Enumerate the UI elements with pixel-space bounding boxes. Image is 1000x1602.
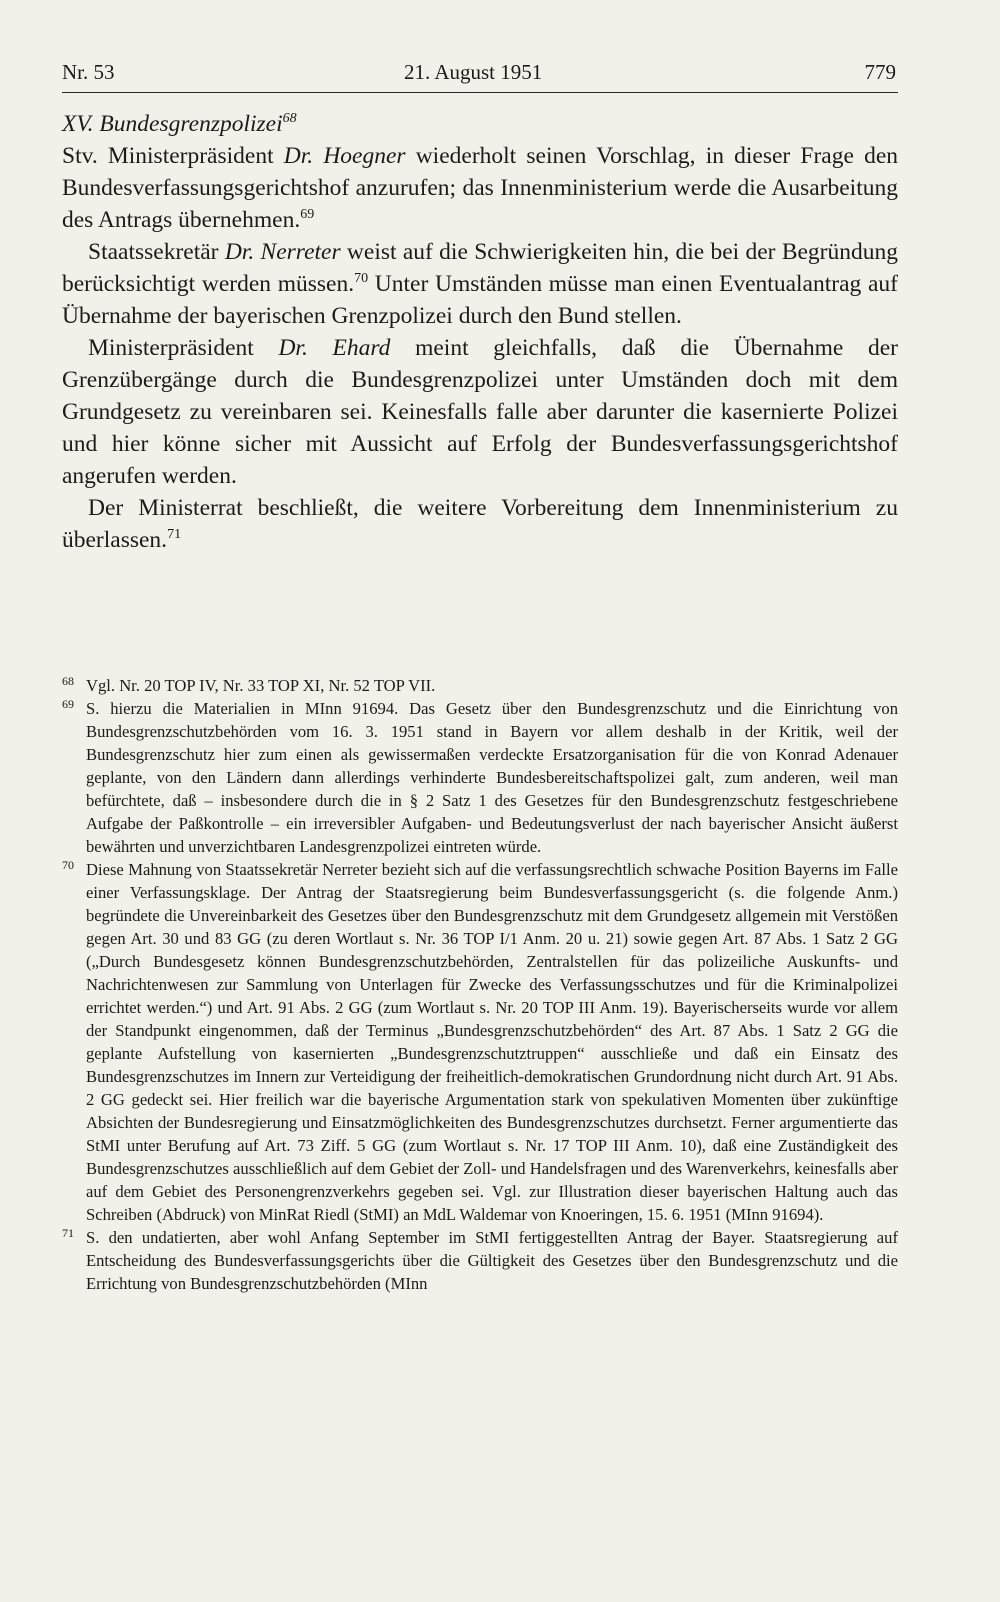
- footnote-number: 68: [62, 674, 74, 688]
- footnote: 69 S. hierzu die Materialien in MInn 91694. Das Gesetz über den Bundesgrenzschutz und die Einrichtung von Bundesgrenzschutzbehörden vom 16. 3. 1951 stand in Bayern vor allem deshalb in der Kritik, weil der Bundesgrenzschutz hier zum einen als gewissermaßen verdeckte Ersatzorganisation für die von Konrad Adenauer geplante, von den Ländern dann allerdings verhinderte Bundesbereitschaftspolizei galt, zum anderen, weil man befürchtete, daß – insbesondere durch die in § 2 Satz 1 des Gesetzes für den Bundesgrenzschutz festgeschriebene Aufgabe der Paßkontrolle – ein irreversibler Aufgaben- und Bedeutungsverlust der nach bayerischer Ansicht äußerst bewährten und unverzichtbaren Landesgrenzpolizei eintreten würde.: [62, 697, 898, 858]
- footnote-ref: 71: [167, 527, 182, 543]
- footnote: 71 S. den undatierten, aber wohl Anfang September im StMI fertiggestellten Antrag der Bayer. Staatsregierung auf Entscheidung des Bundesverfassungsgerichts über die Gültigkeit des Gesetzes über den Bundesgrenzschutz und die Errichtung von Bundesgrenzschutzbehörden (MInn: [62, 1226, 898, 1295]
- footnote: 70 Diese Mahnung von Staatssekretär Nerreter bezieht sich auf die verfassungsrechtlich schwache Position Bayerns im Falle einer Verfassungsklage. Der Antrag der Staatsregierung beim Bundesverfassungsgericht (s. die folgende Anm.) begründete die Unvereinbarkeit des Gesetzes über den Bundesgrenzschutz mit dem Grundgesetz allgemein mit Verstößen gegen Art. 30 und 83 GG (zu deren Wortlaut s. Nr. 36 TOP I/1 Anm. 20 u. 21) sowie gegen Art. 87 Abs. 1 Satz 2 GG („Durch Bundesgesetz können Bundesgrenzschutzbehörden, Zentralstellen für das polizeiliche Auskunfts- und Nachrichtenwesen zur Sammlung von Unterlagen für Zwecke des Verfassungsschutzes und für die Kriminalpolizei errichtet werden.“) und Art. 91 Abs. 2 GG (zum Wortlaut s. Nr. 20 TOP III Anm. 19). Bayerischerseits wurde vor allem der Standpunkt eingenommen, daß der Terminus „Bundesgrenzschutzbehörden“ des Art. 87 Abs. 1 Satz 2 GG die geplante Aufstellung von kasernierten „Bundesgrenzschutztruppen“ ausschließe und daß ein Einsatz des Bundesgrenzschutzes im Innern zur Verteidigung der freiheitlich-demokratischen Grundordnung nicht durch Art. 91 Abs. 2 GG gedeckt sei. Hier freilich war die bayerische Argumentation stark von spekulativen Momenten über zukünftige Absichten der Bundesregierung und Einsatzmöglichkeiten des Bundesgrenzschutzes durchsetzt. Ferner argumentierte das StMI unter Berufung auf Art. 73 Ziff. 5 GG (zum Wortlaut s. Nr. 17 TOP III Anm. 10), daß eine Zuständigkeit des Bundesgrenzschutzes ausschließlich auf dem Gebiet der Zoll- und Handelsfragen und des Warenverkehrs, keinesfalls aber auf dem Gebiet des Personengrenzverkehrs gegeben sei. Vgl. zur Illustration dieser bayerischen Haltung auch das Schreiben (Abdruck) von MinRat Riedl (StMI) an MdL Waldemar von Knoeringen, 15. 6. 1951 (MInn 91694).: [62, 858, 898, 1226]
- main-text: [62, 108, 898, 556]
- paragraph: Staatssekretär Dr. Nerreter weist auf die Schwierigkeiten hin, die bei der Begründung berücksichtigt werden müssen.$^{70}$ Unter Umständen müsse man einen Eventualantrag auf Übernahme der bayerischen Grenzpolizei durch den Bund stellen.: [62, 239, 898, 329]
- footnote-ref: 68: [282, 111, 297, 127]
- section-heading: XV. Bundesgrenzpolizei$^{68}$: [62, 111, 297, 137]
- document-number: Nr. 53: [62, 60, 115, 84]
- speaker-name: Hoegner: [323, 143, 406, 169]
- footnote-ref: 70: [354, 271, 369, 287]
- running-header: [62, 56, 898, 93]
- footnotes: [62, 674, 898, 1295]
- footnote: 68 Vgl. Nr. 20 TOP IV, Nr. 33 TOP XI, Nr. 52 TOP VII.: [62, 674, 898, 697]
- speaker-name: Nerreter: [260, 239, 341, 265]
- footnote-ref: 69: [300, 207, 315, 223]
- speaker-name: Ehard: [332, 335, 391, 361]
- paragraph: Der Ministerrat beschließt, die weitere Vorbereitung dem Innenministerium zu überlassen.$^{71}$: [62, 495, 898, 553]
- paragraph: Stv. Ministerpräsident Dr. Hoegner wiederholt seinen Vorschlag, in dieser Frage den Bundesverfassungsgerichtshof anzurufen; das Innenministerium werde die Ausarbeitung des Antrags übernehmen.$^{69}$: [62, 143, 898, 233]
- footnote-number: 70: [62, 858, 74, 872]
- header-date: 21. August 1951: [404, 60, 543, 84]
- paragraph: Ministerpräsident Dr. Ehard meint gleichfalls, daß die Übernahme der Grenzübergänge durch die Bundesgrenzpolizei unter Umständen doch mit dem Grundgesetz zu vereinbaren sei. Keinesfalls falle aber darunter die kasernierte Polizei und hier könne sicher mit Aussicht auf Erfolg der Bundesverfassungsgerichtshof angerufen werden.: [62, 335, 898, 489]
- footnote-number: 71: [62, 1226, 74, 1240]
- page-number: 779: [864, 60, 896, 84]
- footnote-number: 69: [62, 697, 74, 711]
